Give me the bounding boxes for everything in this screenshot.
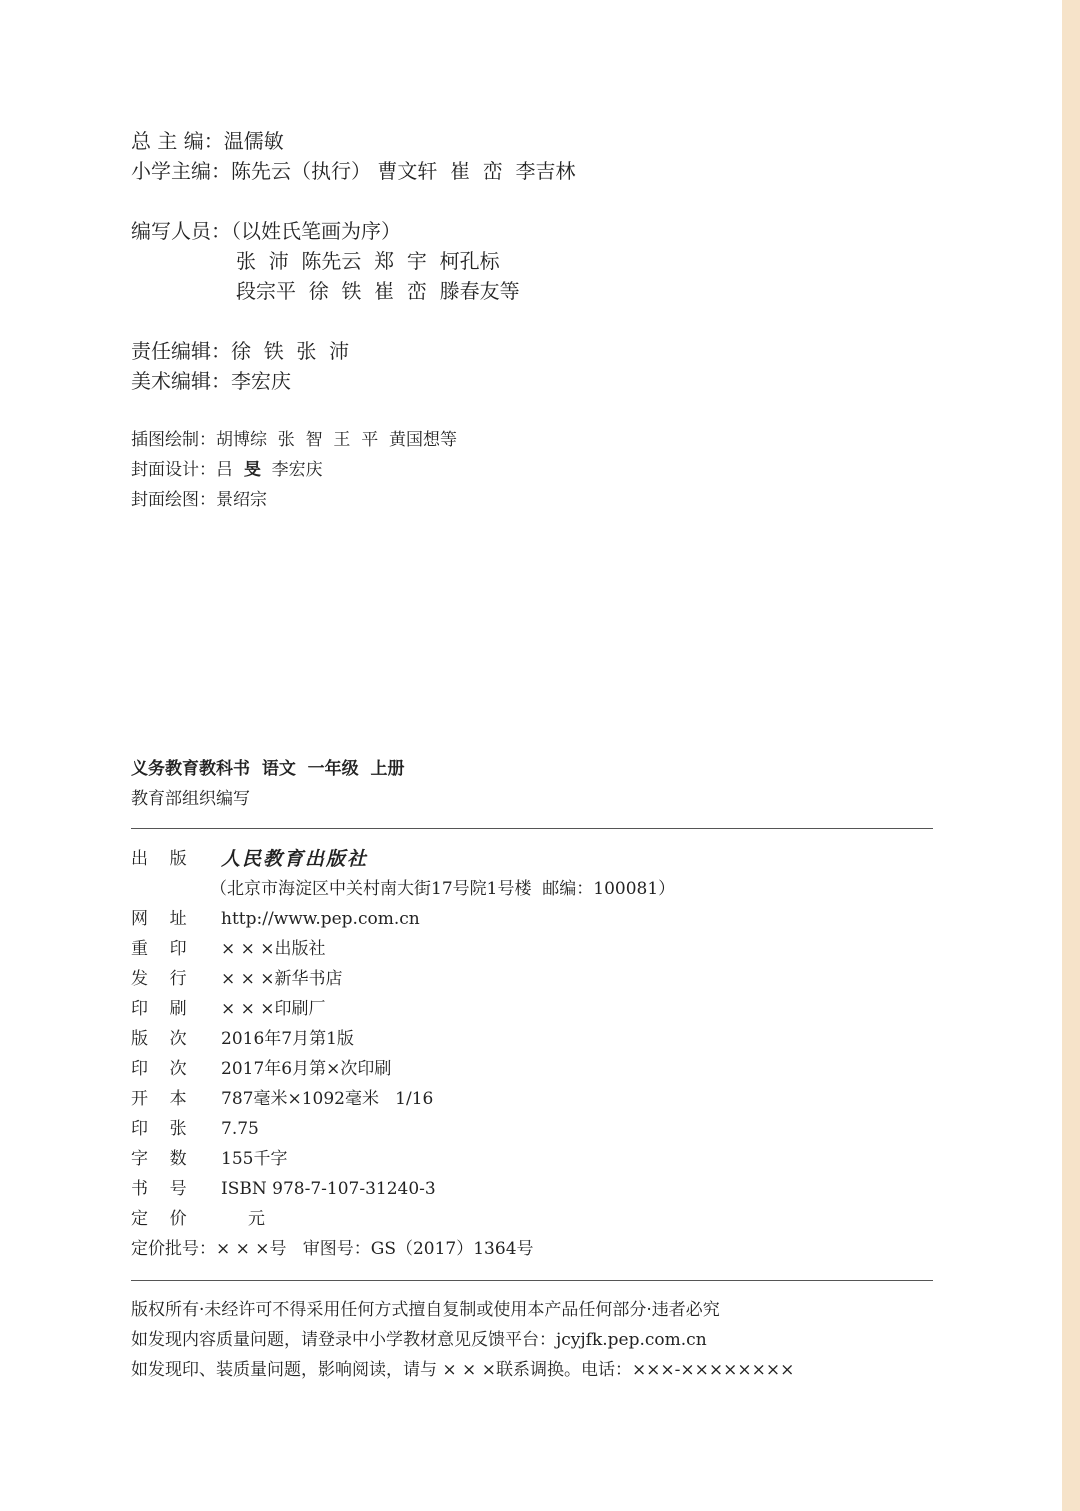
info-row bbox=[131, 1084, 433, 1114]
info-value: 2017年6月第×次印刷 bbox=[221, 1059, 392, 1079]
divider-bottom bbox=[131, 1280, 933, 1281]
price-approval: 定价批号：× × ×号 审图号：GS（2017）1364号 bbox=[131, 1239, 534, 1259]
info-key: 开 本 bbox=[131, 1089, 187, 1109]
primary-editor: 小学主编：陈先云（执行） 曹文轩 崔 峦 李吉林 bbox=[131, 159, 576, 183]
book-title: 义务教育教科书 语文 一年级 上册 bbox=[131, 759, 405, 779]
info-key: 印 次 bbox=[131, 1059, 187, 1079]
info-key: 书 号 bbox=[131, 1179, 187, 1199]
info-row bbox=[131, 964, 343, 994]
art-editor: 美术编辑：李宏庆 bbox=[131, 369, 291, 393]
info-row bbox=[131, 1054, 391, 1084]
info-key: 字 数 bbox=[131, 1149, 187, 1169]
cover-design-credit bbox=[131, 455, 323, 485]
content-issue-notice: 如发现内容质量问题，请登录中小学教材意见反馈平台：jcyjfk.pep.com.cn bbox=[131, 1330, 707, 1350]
cover-art-credit: 封面绘图：景绍宗 bbox=[131, 490, 267, 510]
cover-design-prefix: 封面设计：吕 bbox=[131, 460, 244, 480]
publisher-logo: 人民教育出版社 bbox=[221, 848, 369, 870]
writers-label: 编写人员：（以姓氏笔画为序） bbox=[131, 219, 401, 243]
writers-line-1: 张 沛 陈先云 郑 宇 柯孔标 bbox=[236, 249, 500, 273]
illustration-credit: 插图绘制：胡博综 张 智 王 平 黄国想等 bbox=[131, 430, 458, 450]
print-issue-notice: 如发现印、装质量问题，影响阅读，请与 × × ×联系调换。电话：×××-×××××××× bbox=[131, 1360, 795, 1380]
info-row bbox=[131, 934, 326, 964]
info-key: 印 张 bbox=[131, 1119, 187, 1139]
chief-editor: 总 主 编：温儒敏 bbox=[131, 129, 284, 153]
info-row bbox=[131, 1024, 354, 1054]
divider-top bbox=[131, 828, 933, 829]
publisher-label: 出 版 bbox=[131, 849, 187, 869]
info-row bbox=[131, 904, 420, 934]
page-edge-strip bbox=[1062, 0, 1080, 1511]
info-row bbox=[131, 994, 326, 1024]
info-key: 重 印 bbox=[131, 939, 187, 959]
info-value: 787毫米×1092毫米 1/16 bbox=[221, 1089, 434, 1109]
info-value: 7.75 bbox=[221, 1119, 259, 1139]
info-key: 发 行 bbox=[131, 969, 187, 989]
copyright-notice: 版权所有·未经许可不得采用任何方式擅自复制或使用本产品任何部分·违者必究 bbox=[131, 1300, 720, 1320]
info-value: ISBN 978-7-107-31240-3 bbox=[221, 1179, 436, 1199]
info-value: 155千字 bbox=[221, 1149, 288, 1169]
info-row bbox=[131, 1204, 265, 1234]
info-row bbox=[131, 1114, 259, 1144]
info-key: 定 价 bbox=[131, 1209, 187, 1229]
info-value: × × ×出版社 bbox=[221, 939, 326, 959]
responsible-editor: 责任编辑：徐 铁 张 沛 bbox=[131, 339, 350, 363]
publisher-row bbox=[131, 844, 368, 874]
info-row bbox=[131, 1174, 436, 1204]
info-value: 元 bbox=[221, 1209, 266, 1229]
cover-design-suffix: 李宏庆 bbox=[260, 460, 323, 480]
info-key: 网 址 bbox=[131, 909, 187, 929]
info-value: http://www.pep.com.cn bbox=[221, 909, 420, 929]
info-row bbox=[131, 1144, 287, 1174]
book-organizer: 教育部组织编写 bbox=[131, 789, 250, 809]
info-value: × × ×新华书店 bbox=[221, 969, 343, 989]
info-value: 2016年7月第1版 bbox=[221, 1029, 354, 1049]
writers-line-2: 段宗平 徐 铁 崔 峦 滕春友等 bbox=[236, 279, 520, 303]
cover-design-bold-name: 旻 bbox=[243, 460, 261, 480]
info-key: 印 刷 bbox=[131, 999, 187, 1019]
info-key: 版 次 bbox=[131, 1029, 187, 1049]
publisher-address: （北京市海淀区中关村南大街17号院1号楼 邮编：100081） bbox=[210, 879, 676, 899]
info-value: × × ×印刷厂 bbox=[221, 999, 326, 1019]
